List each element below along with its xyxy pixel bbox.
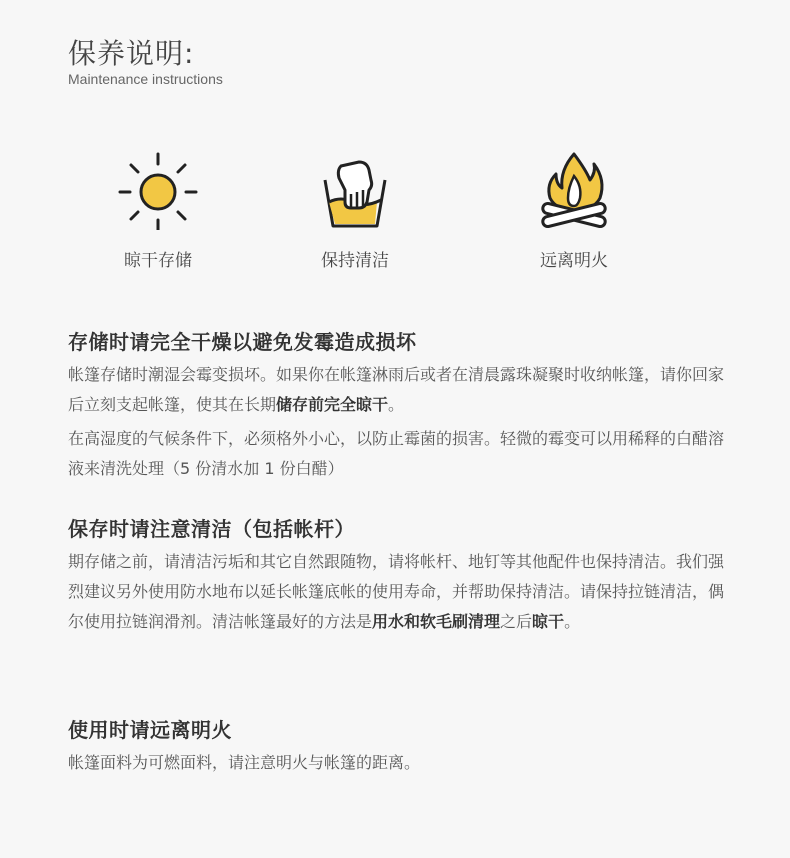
sun-icon — [118, 150, 198, 230]
section-fire — [68, 714, 738, 778]
paragraph: 在高湿度的气候条件下，必须格外小心，以防止霉菌的损害。轻微的霉变可以用稀释的白醋溶液来清洗处理（5 份清水加 1 份白醋） — [68, 429, 725, 478]
section-cleaning — [68, 513, 738, 637]
campfire-icon — [534, 150, 614, 230]
section-title: 存储时请完全干燥以避免发霉造成损坏 — [68, 330, 417, 354]
care-item-dry-storage — [78, 150, 238, 271]
section-title: 保存时请注意清洁（包括帐杆） — [68, 517, 355, 541]
care-label-away-from-fire: 远离明火 — [540, 251, 608, 271]
section-title: 使用时请远离明火 — [68, 718, 232, 742]
care-label-dry-storage: 晾干存储 — [124, 251, 192, 271]
care-label-keep-clean: 保持清洁 — [321, 251, 389, 271]
care-item-keep-clean — [275, 150, 435, 271]
care-item-away-from-fire — [494, 150, 654, 271]
page-subtitle: Maintenance instructions — [68, 71, 223, 87]
paragraph: 期存储之前，请清洁污垢和其它自然跟随物，请将帐杆、地钉等其他配件也保持清洁。我们强烈建议另外使用防水地布以延长帐篷底帐的使用寿命，并帮助保持清洁。请保持拉链清洁，偶尔使用拉链润滑剂。清洁帐篷最好的方法是用水和软毛刷清理之后晾干。 — [68, 552, 725, 631]
page-title: 保养说明: — [68, 37, 195, 70]
paragraph: 帐篷存储时潮湿会霉变损坏。如果你在帐篷淋雨后或者在清晨露珠凝聚时收纳帐篷，请你回家后立刻支起帐篷，使其在长期储存前完全晾干。 — [68, 365, 725, 414]
care-icons-row — [0, 150, 790, 280]
paragraph: 帐篷面料为可燃面料，请注意明火与帐篷的距离。 — [68, 753, 421, 772]
section-storage — [68, 326, 738, 484]
hand-wash-icon — [315, 150, 395, 230]
